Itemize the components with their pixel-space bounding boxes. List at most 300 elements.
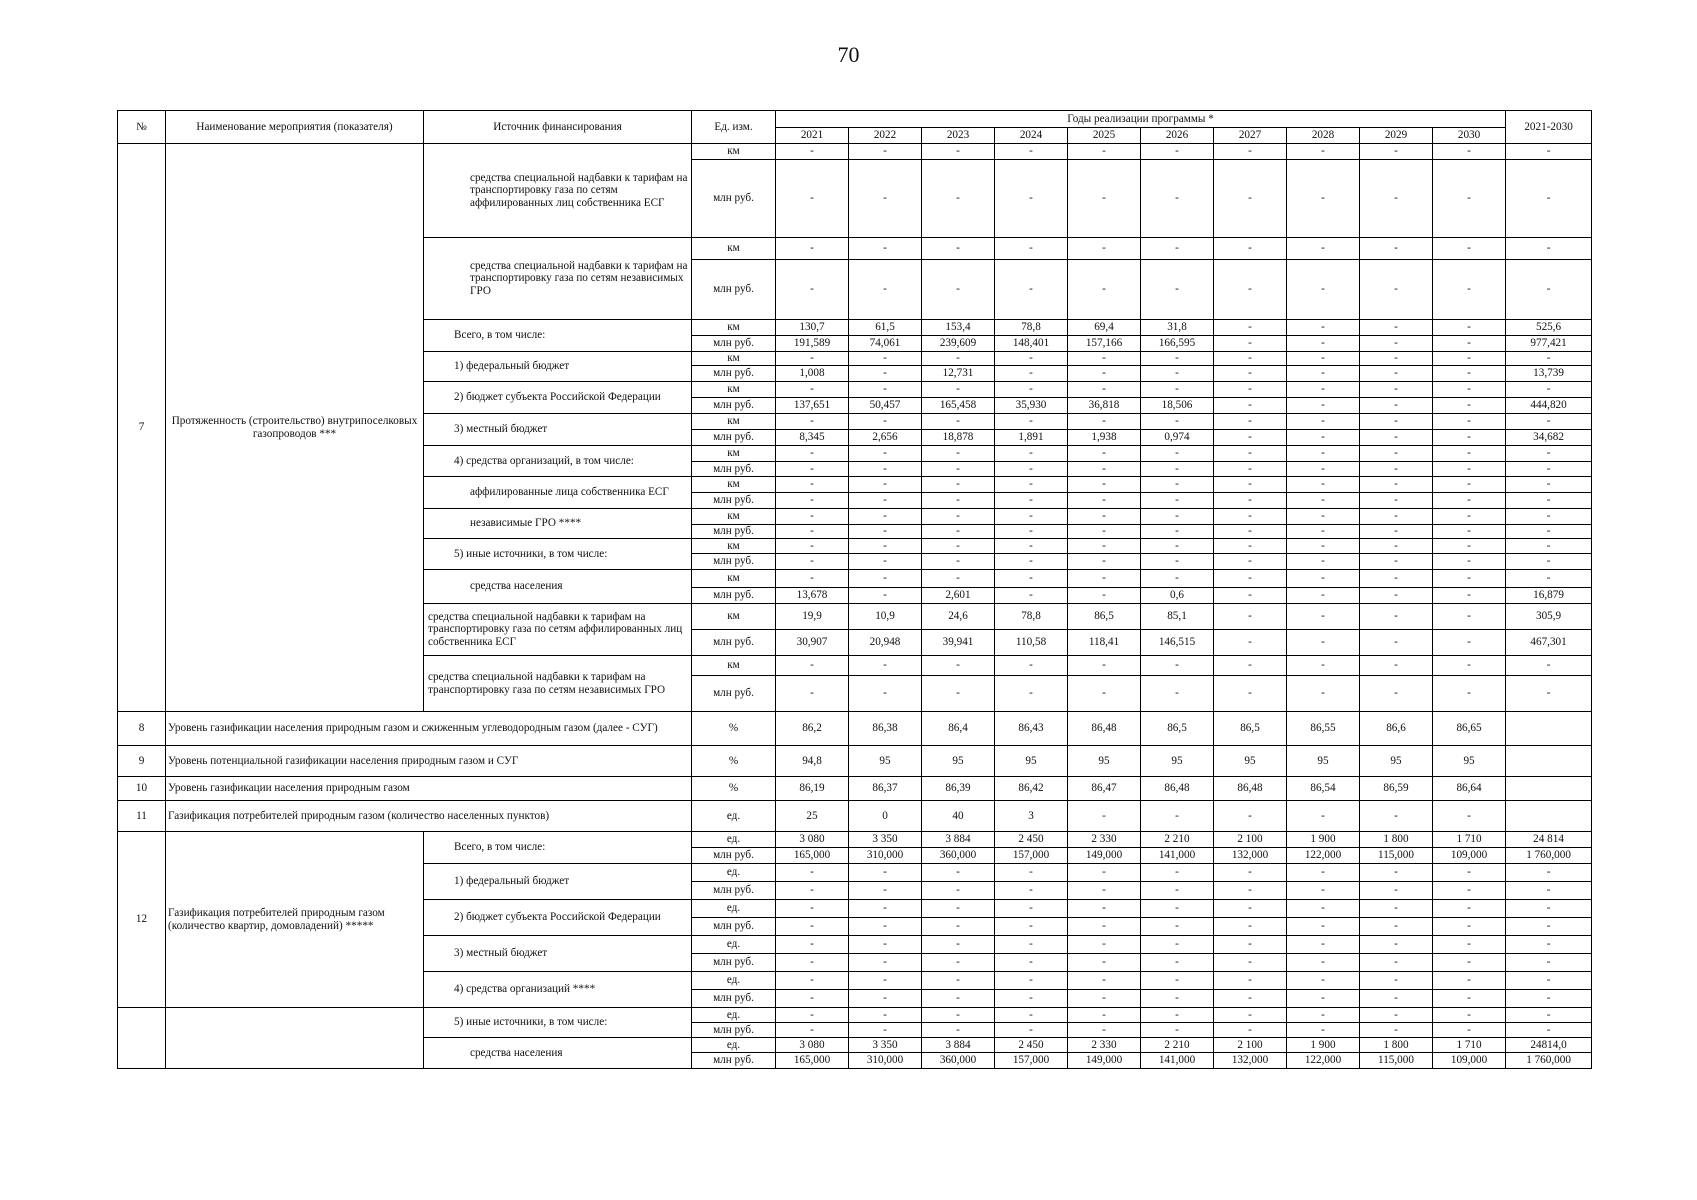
value-cell: - bbox=[995, 918, 1068, 936]
value-cell: - bbox=[1068, 936, 1141, 954]
total-cell: - bbox=[1506, 446, 1592, 462]
value-cell: - bbox=[995, 414, 1068, 430]
value-cell: - bbox=[1141, 509, 1214, 525]
value-cell: - bbox=[1433, 554, 1506, 570]
value-cell: - bbox=[1141, 525, 1214, 539]
value-cell: - bbox=[1068, 382, 1141, 398]
value-cell: - bbox=[1141, 864, 1214, 882]
funding-source: 5) иные источники, в том числе: bbox=[424, 539, 692, 570]
value-cell: - bbox=[849, 936, 922, 954]
value-cell: 31,8 bbox=[1141, 320, 1214, 336]
value-cell: 86,39 bbox=[922, 777, 995, 801]
value-cell: 148,401 bbox=[995, 336, 1068, 352]
value-cell: 0,6 bbox=[1141, 588, 1214, 604]
value-cell: - bbox=[1068, 160, 1141, 238]
value-cell: - bbox=[1433, 936, 1506, 954]
value-cell: - bbox=[776, 477, 849, 493]
value-cell: - bbox=[922, 918, 995, 936]
value-cell: 95 bbox=[1214, 746, 1287, 777]
value-cell: - bbox=[1360, 525, 1433, 539]
value-cell: - bbox=[1141, 1023, 1214, 1038]
value-cell: - bbox=[1433, 382, 1506, 398]
unit-cell: млн руб. bbox=[692, 630, 776, 656]
value-cell: 36,818 bbox=[1068, 398, 1141, 414]
value-cell: 141,000 bbox=[1141, 848, 1214, 864]
value-cell: - bbox=[776, 972, 849, 990]
unit-cell: % bbox=[692, 746, 776, 777]
value-cell: 86,5 bbox=[1068, 604, 1141, 630]
header-unit: Ед. изм. bbox=[692, 111, 776, 144]
header-year: 2028 bbox=[1287, 128, 1360, 144]
value-cell: - bbox=[1214, 398, 1287, 414]
value-cell: - bbox=[1214, 972, 1287, 990]
value-cell: - bbox=[1287, 366, 1360, 382]
value-cell: 132,000 bbox=[1214, 1053, 1287, 1069]
value-cell: - bbox=[995, 656, 1068, 676]
value-cell: - bbox=[1214, 990, 1287, 1008]
table-header bbox=[118, 111, 1592, 144]
value-cell: 1 710 bbox=[1433, 1038, 1506, 1053]
value-cell: - bbox=[1433, 462, 1506, 477]
value-cell: - bbox=[1360, 462, 1433, 477]
value-cell: - bbox=[1360, 414, 1433, 430]
value-cell: - bbox=[849, 972, 922, 990]
unit-cell: млн руб. bbox=[692, 525, 776, 539]
funding-source: 3) местный бюджет bbox=[424, 414, 692, 446]
value-cell: - bbox=[1068, 366, 1141, 382]
header-year: 2022 bbox=[849, 128, 922, 144]
unit-cell: км bbox=[692, 477, 776, 493]
value-cell: - bbox=[776, 900, 849, 918]
value-cell: 8,345 bbox=[776, 430, 849, 446]
value-cell: - bbox=[1287, 260, 1360, 320]
header-total: 2021-2030 bbox=[1506, 111, 1592, 144]
funding-source: средства населения bbox=[424, 570, 692, 604]
value-cell: - bbox=[1360, 336, 1433, 352]
value-cell: - bbox=[1360, 539, 1433, 554]
value-cell: - bbox=[1141, 656, 1214, 676]
value-cell: - bbox=[1214, 414, 1287, 430]
value-cell: - bbox=[1433, 954, 1506, 972]
value-cell: - bbox=[922, 1008, 995, 1023]
value-cell: - bbox=[849, 352, 922, 366]
total-cell: 977,421 bbox=[1506, 336, 1592, 352]
value-cell: - bbox=[1214, 493, 1287, 509]
value-cell: - bbox=[922, 656, 995, 676]
value-cell: - bbox=[1141, 446, 1214, 462]
value-cell: 3 350 bbox=[849, 1038, 922, 1053]
value-cell: - bbox=[995, 1008, 1068, 1023]
value-cell: - bbox=[1068, 260, 1141, 320]
table-row bbox=[118, 1008, 1592, 1023]
value-cell: - bbox=[1433, 990, 1506, 1008]
total-cell: 467,301 bbox=[1506, 630, 1592, 656]
value-cell: - bbox=[1068, 990, 1141, 1008]
total-cell: 34,682 bbox=[1506, 430, 1592, 446]
value-cell: - bbox=[1141, 160, 1214, 238]
value-cell: 86,59 bbox=[1360, 777, 1433, 801]
total-cell: - bbox=[1506, 382, 1592, 398]
unit-cell: млн руб. bbox=[692, 493, 776, 509]
value-cell: - bbox=[776, 656, 849, 676]
value-cell: - bbox=[922, 570, 995, 588]
value-cell: - bbox=[1287, 414, 1360, 430]
value-cell: - bbox=[922, 539, 995, 554]
total-cell: - bbox=[1506, 882, 1592, 900]
value-cell: - bbox=[1433, 1008, 1506, 1023]
value-cell: - bbox=[1141, 990, 1214, 1008]
unit-cell: ед. bbox=[692, 1008, 776, 1023]
value-cell: - bbox=[1214, 477, 1287, 493]
page-number: 70 bbox=[837, 42, 860, 67]
unit-cell: млн руб. bbox=[692, 398, 776, 414]
funding-source: средства специальной надбавки к тарифам на транспортировку газа по сетям независимых ГРО bbox=[424, 238, 692, 320]
total-cell bbox=[1506, 777, 1592, 801]
indicator-name: Протяженность (строительство) внутрипоселковых газопроводов *** bbox=[166, 144, 424, 712]
unit-cell: млн руб. bbox=[692, 160, 776, 238]
total-cell: - bbox=[1506, 352, 1592, 366]
unit-cell: ед. bbox=[692, 900, 776, 918]
unit-cell: млн руб. bbox=[692, 1053, 776, 1069]
value-cell: 86,64 bbox=[1433, 777, 1506, 801]
value-cell: - bbox=[1433, 570, 1506, 588]
unit-cell: км bbox=[692, 509, 776, 525]
unit-cell: км bbox=[692, 238, 776, 260]
value-cell: - bbox=[1141, 493, 1214, 509]
value-cell: - bbox=[1433, 1023, 1506, 1038]
total-cell: - bbox=[1506, 656, 1592, 676]
value-cell: - bbox=[1287, 336, 1360, 352]
unit-cell: млн руб. bbox=[692, 954, 776, 972]
value-cell: - bbox=[922, 936, 995, 954]
value-cell: - bbox=[1214, 604, 1287, 630]
value-cell: 2 100 bbox=[1214, 832, 1287, 848]
value-cell: - bbox=[1360, 238, 1433, 260]
value-cell: - bbox=[776, 990, 849, 1008]
value-cell: - bbox=[1360, 1023, 1433, 1038]
value-cell: - bbox=[1141, 238, 1214, 260]
value-cell: 86,6 bbox=[1360, 712, 1433, 746]
value-cell: 95 bbox=[1433, 746, 1506, 777]
total-cell bbox=[1506, 746, 1592, 777]
value-cell: 166,595 bbox=[1141, 336, 1214, 352]
value-cell: - bbox=[1433, 539, 1506, 554]
value-cell: - bbox=[849, 539, 922, 554]
value-cell: 25 bbox=[776, 801, 849, 832]
value-cell: - bbox=[1141, 352, 1214, 366]
value-cell: - bbox=[1433, 238, 1506, 260]
value-cell: - bbox=[922, 144, 995, 160]
header-year: 2024 bbox=[995, 128, 1068, 144]
table-row bbox=[118, 712, 1592, 746]
value-cell: - bbox=[849, 570, 922, 588]
value-cell: - bbox=[922, 493, 995, 509]
total-cell: - bbox=[1506, 936, 1592, 954]
value-cell: 12,731 bbox=[922, 366, 995, 382]
unit-cell: млн руб. bbox=[692, 588, 776, 604]
value-cell: 95 bbox=[849, 746, 922, 777]
value-cell: 310,000 bbox=[849, 848, 922, 864]
value-cell: - bbox=[922, 882, 995, 900]
value-cell: - bbox=[1287, 656, 1360, 676]
unit-cell: млн руб. bbox=[692, 918, 776, 936]
value-cell: - bbox=[849, 864, 922, 882]
value-cell: - bbox=[1360, 990, 1433, 1008]
value-cell: - bbox=[1433, 900, 1506, 918]
value-cell: - bbox=[1068, 1023, 1141, 1038]
empty-cell bbox=[118, 1008, 166, 1069]
header-year: 2025 bbox=[1068, 128, 1141, 144]
value-cell: 191,589 bbox=[776, 336, 849, 352]
value-cell: - bbox=[849, 882, 922, 900]
value-cell: - bbox=[1068, 588, 1141, 604]
unit-cell: млн руб. bbox=[692, 462, 776, 477]
value-cell: 310,000 bbox=[849, 1053, 922, 1069]
value-cell: 3 bbox=[995, 801, 1068, 832]
value-cell: - bbox=[1068, 918, 1141, 936]
value-cell: - bbox=[849, 525, 922, 539]
value-cell: 122,000 bbox=[1287, 1053, 1360, 1069]
value-cell: - bbox=[849, 990, 922, 1008]
value-cell: - bbox=[1068, 144, 1141, 160]
value-cell: 2 330 bbox=[1068, 832, 1141, 848]
value-cell: - bbox=[776, 864, 849, 882]
table-body bbox=[118, 144, 1592, 1069]
funding-source: Всего, в том числе: bbox=[424, 320, 692, 352]
program-table bbox=[117, 110, 1592, 1069]
value-cell: 1 900 bbox=[1287, 832, 1360, 848]
value-cell: 69,4 bbox=[1068, 320, 1141, 336]
value-cell: - bbox=[1360, 676, 1433, 712]
value-cell: - bbox=[1141, 539, 1214, 554]
unit-cell: км bbox=[692, 144, 776, 160]
value-cell: - bbox=[1214, 144, 1287, 160]
value-cell: - bbox=[1214, 570, 1287, 588]
value-cell: - bbox=[1360, 398, 1433, 414]
value-cell: - bbox=[1287, 918, 1360, 936]
funding-source: 4) средства организаций **** bbox=[424, 972, 692, 1008]
value-cell: - bbox=[922, 509, 995, 525]
value-cell: - bbox=[776, 554, 849, 570]
value-cell: - bbox=[1433, 509, 1506, 525]
value-cell: 2,601 bbox=[922, 588, 995, 604]
row-number: 10 bbox=[118, 777, 166, 801]
value-cell: - bbox=[1141, 382, 1214, 398]
value-cell: - bbox=[849, 656, 922, 676]
value-cell: 50,457 bbox=[849, 398, 922, 414]
value-cell: 35,930 bbox=[995, 398, 1068, 414]
total-cell: - bbox=[1506, 676, 1592, 712]
value-cell: - bbox=[1433, 446, 1506, 462]
total-cell: - bbox=[1506, 864, 1592, 882]
value-cell: - bbox=[1214, 954, 1287, 972]
indicator-name: Газификация потребителей природным газом (количество населенных пунктов) bbox=[166, 801, 692, 832]
value-cell: - bbox=[1141, 144, 1214, 160]
value-cell: - bbox=[1068, 570, 1141, 588]
value-cell: - bbox=[1360, 493, 1433, 509]
value-cell: - bbox=[1360, 366, 1433, 382]
value-cell: - bbox=[1068, 525, 1141, 539]
value-cell: - bbox=[1141, 936, 1214, 954]
value-cell: 1 800 bbox=[1360, 1038, 1433, 1053]
value-cell: - bbox=[995, 366, 1068, 382]
value-cell: 1,938 bbox=[1068, 430, 1141, 446]
unit-cell: ед. bbox=[692, 832, 776, 848]
value-cell: 95 bbox=[1360, 746, 1433, 777]
value-cell: 86,65 bbox=[1433, 712, 1506, 746]
value-cell: - bbox=[776, 525, 849, 539]
value-cell: 10,9 bbox=[849, 604, 922, 630]
total-cell: 16,879 bbox=[1506, 588, 1592, 604]
value-cell: - bbox=[1287, 864, 1360, 882]
value-cell: - bbox=[1068, 801, 1141, 832]
value-cell: - bbox=[922, 954, 995, 972]
header-year: 2026 bbox=[1141, 128, 1214, 144]
table-row bbox=[118, 746, 1592, 777]
header-no: № bbox=[118, 111, 166, 144]
total-cell bbox=[1506, 801, 1592, 832]
value-cell: - bbox=[849, 477, 922, 493]
funding-source: 4) средства организаций, в том числе: bbox=[424, 446, 692, 477]
value-cell: 1 900 bbox=[1287, 1038, 1360, 1053]
unit-cell: млн руб. bbox=[692, 260, 776, 320]
row-number: 12 bbox=[118, 832, 166, 1008]
value-cell: - bbox=[1214, 864, 1287, 882]
value-cell: - bbox=[776, 882, 849, 900]
value-cell: 2 330 bbox=[1068, 1038, 1141, 1053]
value-cell: - bbox=[1068, 864, 1141, 882]
value-cell: - bbox=[849, 954, 922, 972]
value-cell: - bbox=[1433, 656, 1506, 676]
total-cell: 1 760,000 bbox=[1506, 848, 1592, 864]
value-cell: 39,941 bbox=[922, 630, 995, 656]
value-cell: - bbox=[922, 446, 995, 462]
value-cell: - bbox=[1433, 144, 1506, 160]
value-cell: - bbox=[1068, 972, 1141, 990]
total-cell: 24 814 bbox=[1506, 832, 1592, 848]
value-cell: - bbox=[1287, 539, 1360, 554]
value-cell: - bbox=[1214, 676, 1287, 712]
value-cell: - bbox=[849, 446, 922, 462]
value-cell: - bbox=[1360, 509, 1433, 525]
value-cell: - bbox=[1360, 382, 1433, 398]
value-cell: - bbox=[1360, 144, 1433, 160]
value-cell: - bbox=[995, 525, 1068, 539]
funding-source: аффилированные лица собственника ЕСГ bbox=[424, 477, 692, 509]
value-cell: - bbox=[849, 382, 922, 398]
value-cell: 165,000 bbox=[776, 1053, 849, 1069]
value-cell: - bbox=[1068, 656, 1141, 676]
value-cell: 95 bbox=[995, 746, 1068, 777]
value-cell: 0,974 bbox=[1141, 430, 1214, 446]
value-cell: - bbox=[1360, 477, 1433, 493]
value-cell: - bbox=[1214, 525, 1287, 539]
unit-cell: млн руб. bbox=[692, 990, 776, 1008]
unit-cell: млн руб. bbox=[692, 430, 776, 446]
indicator-name: Уровень газификации населения природным газом bbox=[166, 777, 692, 801]
value-cell: 2 210 bbox=[1141, 832, 1214, 848]
value-cell: 157,166 bbox=[1068, 336, 1141, 352]
value-cell: 2,656 bbox=[849, 430, 922, 446]
value-cell: - bbox=[1433, 260, 1506, 320]
value-cell: 2 450 bbox=[995, 1038, 1068, 1053]
value-cell: 3 350 bbox=[849, 832, 922, 848]
value-cell: - bbox=[1360, 918, 1433, 936]
value-cell: - bbox=[1287, 238, 1360, 260]
value-cell: - bbox=[849, 588, 922, 604]
value-cell: - bbox=[1433, 336, 1506, 352]
value-cell: - bbox=[849, 160, 922, 238]
value-cell: - bbox=[922, 260, 995, 320]
unit-cell: млн руб. bbox=[692, 676, 776, 712]
total-cell: - bbox=[1506, 462, 1592, 477]
indicator-name: Уровень газификации населения природным газом и сжиженным углеводородным газом (далее - СУГ) bbox=[166, 712, 692, 746]
value-cell: - bbox=[995, 570, 1068, 588]
value-cell: - bbox=[1214, 882, 1287, 900]
value-cell: - bbox=[1214, 462, 1287, 477]
value-cell: - bbox=[1068, 462, 1141, 477]
value-cell: - bbox=[1068, 493, 1141, 509]
row-number: 7 bbox=[118, 144, 166, 712]
value-cell: - bbox=[995, 462, 1068, 477]
total-cell: - bbox=[1506, 900, 1592, 918]
value-cell: - bbox=[1433, 676, 1506, 712]
value-cell: 13,678 bbox=[776, 588, 849, 604]
funding-source: независимые ГРО **** bbox=[424, 509, 692, 539]
total-cell: - bbox=[1506, 918, 1592, 936]
unit-cell: млн руб. bbox=[692, 554, 776, 570]
value-cell: - bbox=[922, 676, 995, 712]
value-cell: - bbox=[1433, 588, 1506, 604]
unit-cell: км bbox=[692, 539, 776, 554]
value-cell: - bbox=[1287, 144, 1360, 160]
value-cell: - bbox=[922, 554, 995, 570]
indicator-name: Уровень потенциальной газификации населения природным газом и СУГ bbox=[166, 746, 692, 777]
total-cell: - bbox=[1506, 1008, 1592, 1023]
total-cell: - bbox=[1506, 539, 1592, 554]
unit-cell: ед. bbox=[692, 936, 776, 954]
value-cell: 0 bbox=[849, 801, 922, 832]
funding-source: средства специальной надбавки к тарифам на транспортировку газа по сетям аффилированных лиц собственника ЕСГ bbox=[424, 144, 692, 238]
value-cell: - bbox=[776, 1008, 849, 1023]
value-cell: - bbox=[1433, 630, 1506, 656]
value-cell: - bbox=[1068, 352, 1141, 366]
value-cell: - bbox=[1287, 554, 1360, 570]
value-cell: 1 800 bbox=[1360, 832, 1433, 848]
total-cell: - bbox=[1506, 954, 1592, 972]
total-cell: - bbox=[1506, 990, 1592, 1008]
value-cell: - bbox=[1068, 954, 1141, 972]
value-cell: - bbox=[922, 462, 995, 477]
total-cell: - bbox=[1506, 1023, 1592, 1038]
value-cell: - bbox=[1287, 972, 1360, 990]
value-cell: - bbox=[849, 554, 922, 570]
value-cell: 1,891 bbox=[995, 430, 1068, 446]
value-cell: - bbox=[995, 493, 1068, 509]
value-cell: - bbox=[1214, 238, 1287, 260]
value-cell: - bbox=[1360, 954, 1433, 972]
value-cell: 86,37 bbox=[849, 777, 922, 801]
value-cell: - bbox=[1433, 320, 1506, 336]
value-cell: - bbox=[849, 918, 922, 936]
total-cell: - bbox=[1506, 554, 1592, 570]
value-cell: - bbox=[849, 238, 922, 260]
value-cell: - bbox=[995, 554, 1068, 570]
value-cell: - bbox=[849, 1023, 922, 1038]
value-cell: - bbox=[849, 414, 922, 430]
value-cell: - bbox=[1287, 1008, 1360, 1023]
value-cell: - bbox=[1214, 509, 1287, 525]
